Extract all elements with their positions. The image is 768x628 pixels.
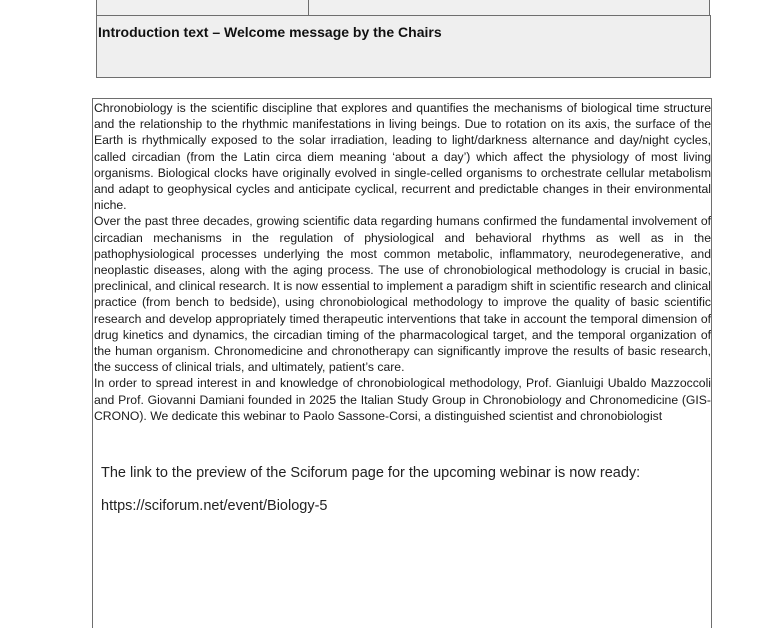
paragraph-intro: Chronobiology is the scientific discipline that explores and quantifies the mechanisms of biological time structure and the relationship to the rhythmic manifestations in living beings. Due to rotation on its axis, the surface of the Earth is rhythmically exposed to the solar irradiation, leading to light/darkness alternance and day/night cycles, called circadian (from the Latin circa diem meaning ‘about a day’) which affect the physiology of most living organisms. Biological clocks have originally evolved in single-celled organisms to orchestrate cellular metabolism and adapt to geophysical cycles and anticipate cyclical, recurrent and predictable changes in their environmental niche. [94, 101, 711, 213]
header-cell [96, 15, 711, 78]
top-table-row [96, 0, 710, 16]
preview-link[interactable]: https://sciforum.net/event/Biology-5 [101, 498, 328, 514]
body-text [94, 100, 711, 424]
content-cell [92, 98, 712, 628]
page-title: Introduction text – Welcome message by the Chairs [98, 24, 442, 40]
paragraph-research: Over the past three decades, growing scientific data regarding humans confirmed the fundamental involvement of circadian mechanisms in the regulation of physiological and behavioral rhythms as well as in the pathophysiological processes underlying the most common metabolic, inflammatory, neurodegenerative, and neoplastic diseases, along with the aging process. The use of chronobiological methodology is crucial in basic, preclinical, and clinical research. It is now essential to implement a paradigm shift in scientific research and clinical practice (from bench to bedside), using chronobiological methodology to improve the quality of basic scientific research and develop appropriately timed therapeutic interventions that take in account the temporal dimension of drug kinetics and dynamics, the circadian timing of the pharmacological target, and the temporal organization of the human organism. Chronomedicine and chronotherapy can significantly improve the results of basic research, the success of clinical trials, and ultimately, patient’s care. [94, 214, 711, 375]
paragraph-founding: In order to spread interest in and knowledge of chronobiological methodology, Prof. Gianluigi Ubaldo Mazzoccoli and Prof. Giovanni Damiani founded in 2025 the Italian Study Group in Chronobiology and Chronomedicine (GIS-CRONO). We dedicate this webinar to Paolo Sassone-Corsi, a distinguished scientist and chronobiologist [94, 376, 711, 423]
column-divider [308, 0, 309, 15]
preview-announcement: The link to the preview of the Sciforum page for the upcoming webinar is now ready: [101, 465, 641, 481]
